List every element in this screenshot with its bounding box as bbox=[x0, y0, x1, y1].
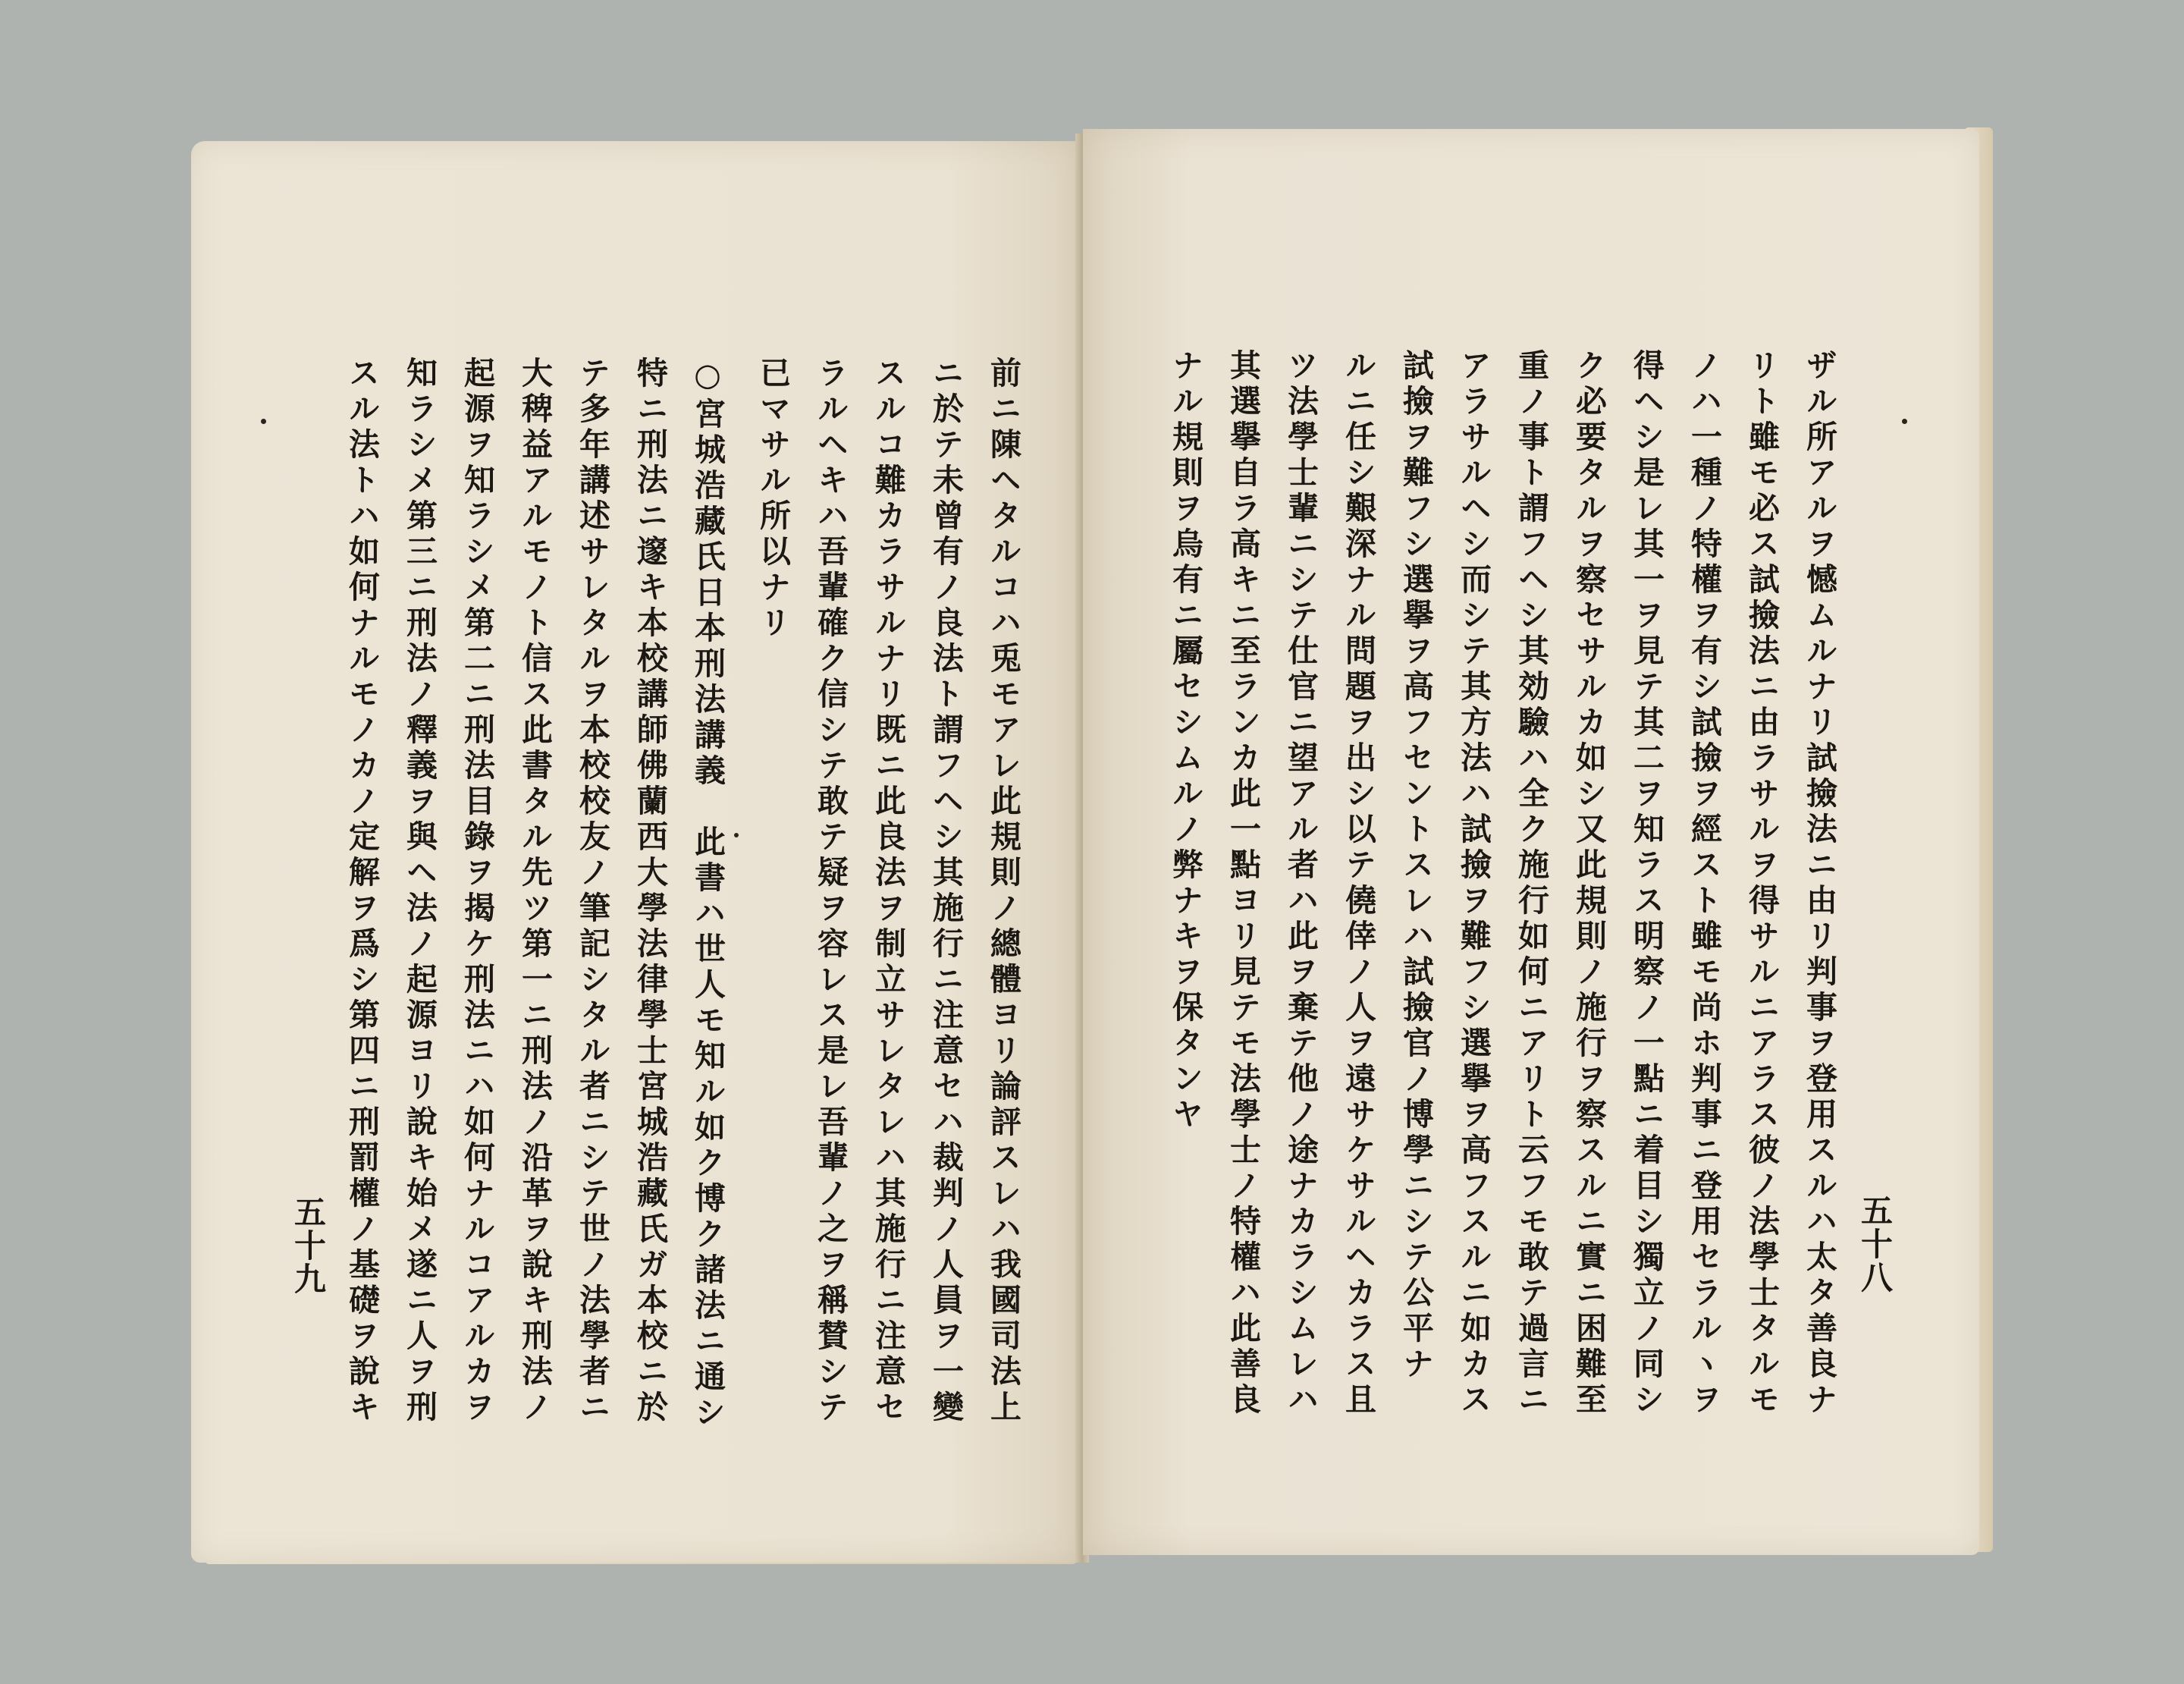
text-column: ク必要タルヲ察セサルカ如シ又此規則ノ施行ヲ察スルニ實ニ困難至 bbox=[1571, 349, 1607, 1419]
text-column: スルコ難カラサルナリ既ニ此良法ヲ制立サレタレハ其施行ニ注意セ bbox=[870, 357, 906, 1426]
text-column: 前ニ陳ヘタルコハ兎モアレ此規則ノ總體ヨリ論評スレハ我國司法上 bbox=[985, 357, 1021, 1426]
ink-mark bbox=[734, 833, 739, 837]
right-page bbox=[1083, 129, 1979, 1555]
ink-mark bbox=[261, 419, 266, 424]
text-column: ルニ任シ艱深ナル問題ヲ出シ以テ僥倖ノ人ヲ遠サケサルヘカラス且 bbox=[1340, 349, 1376, 1419]
page-number: 五十八 bbox=[1856, 1194, 1894, 1294]
text-column: アラサルヘシ而シテ其方法ハ試撿ヲ難フシ選擧ヲ高フスルニ如カス bbox=[1455, 349, 1492, 1419]
text-column: ザル所アルヲ憾ムルナリ試撿法ニ由リ判事ヲ登用スルハ太タ善良ナ bbox=[1801, 349, 1837, 1419]
text-column: ニ於テ未曾有ノ良法ト謂フヘシ其施行ニ注意セハ裁判ノ人員ヲ一變 bbox=[927, 357, 964, 1426]
text-column: スル法トハ如何ナルモノカノ定解ヲ爲シ第四ニ刑罰權ノ基礎ヲ說キ bbox=[344, 357, 380, 1426]
text-column: ナル規則ヲ烏有ニ屬セシムルノ弊ナキヲ保タンヤ bbox=[1167, 349, 1203, 1133]
text-column: 得ヘシ是レ其一ヲ見テ其二ヲ知ラス明察ノ一點ニ着目シ獨立ノ同シ bbox=[1628, 349, 1665, 1419]
text-column: テ多年講述サレタルヲ本校校友ノ筆記シタル者ニシテ世ノ法學者ニ bbox=[574, 357, 610, 1426]
text-column: ○宮城浩藏氏日本刑法講義 此書ハ世人モ知ル如ク博ク諸法ニ通シ bbox=[689, 357, 726, 1431]
page-number: 五十九 bbox=[290, 1195, 327, 1296]
text-column: 其選擧自ラ高キニ至ランカ此一點ヨリ見テモ法學士ノ特權ハ此善良 bbox=[1225, 349, 1261, 1419]
text-column: 起源ヲ知ラシメ第二ニ刑法目錄ヲ揭ケ刑法ニハ如何ナルコアルカヲ bbox=[459, 357, 495, 1426]
text-column: リト雖モ必ス試撿法ニ由ラサルヲ得サルニアラス彼ノ法學士タルモ bbox=[1743, 349, 1780, 1419]
left-page bbox=[191, 141, 1080, 1563]
ink-mark bbox=[1902, 419, 1907, 424]
text-column: ラルヘキハ吾輩確ク信シテ敢テ疑ヲ容レス是レ吾輩ノ之ヲ稱賛シテ bbox=[812, 357, 849, 1426]
text-column: 重ノ事ト謂フヘシ其効驗ハ全ク施行如何ニアリト云フモ敢テ過言ニ bbox=[1513, 349, 1549, 1419]
text-column: 特ニ刑法ニ邃キ本校講師佛蘭西大學法律學士宮城浩藏氏ガ本校ニ於 bbox=[632, 357, 668, 1426]
text-column: ノハ一種ノ特權ヲ有シ試撿ヲ經スト雖モ尚ホ判事ニ登用セラルヽヲ bbox=[1686, 349, 1722, 1419]
text-column: 知ラシメ第三ニ刑法ノ釋義ヲ與ヘ法ノ起源ヨリ說キ始メ遂ニ人ヲ刑 bbox=[401, 357, 438, 1426]
text-column: 試撿ヲ難フシ選擧ヲ高フセントスレハ試撿官ノ博學ニシテ公平ナ bbox=[1398, 349, 1434, 1383]
text-column: ツ法學士輩ニシテ仕官ニ望アル者ハ此ヲ棄テ他ノ途ナカラシムレハ bbox=[1282, 349, 1319, 1419]
text-column: 已マサル所以ナリ bbox=[755, 357, 791, 642]
text-column: 大稗益アルモノト信ス此書タル先ツ第一ニ刑法ノ沿革ヲ說キ刑法ノ bbox=[516, 357, 553, 1426]
